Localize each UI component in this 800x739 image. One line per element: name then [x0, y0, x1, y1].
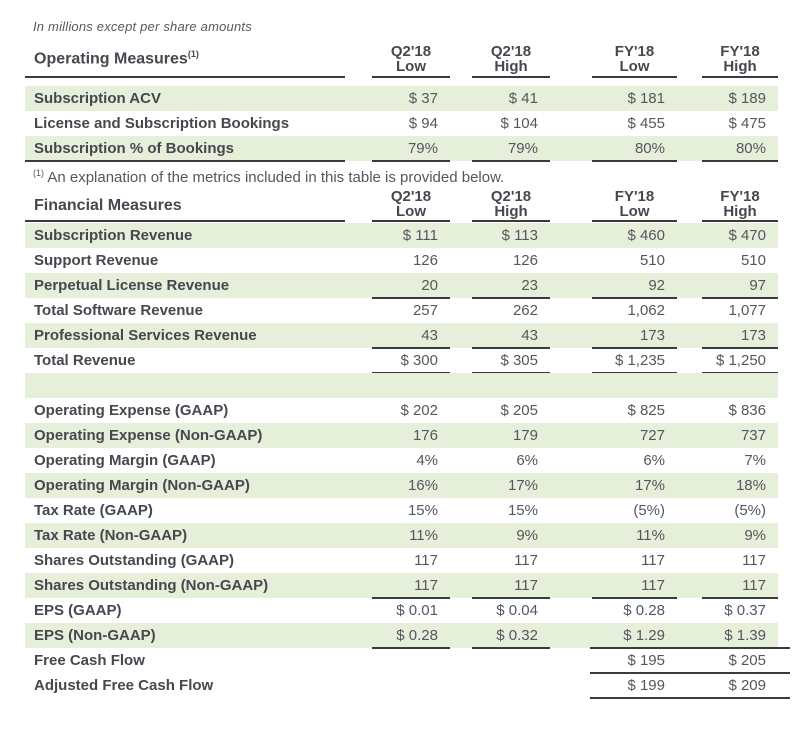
- col-header-period: FY'18: [614, 43, 655, 60]
- financial-table-title: Financial Measures: [34, 197, 182, 214]
- divider: [25, 160, 345, 162]
- cell-q2-low: $ 37: [408, 90, 438, 107]
- row-subscription-acv: [25, 86, 778, 111]
- col-header-q2-low: [372, 44, 450, 78]
- guidance-page: [0, 19, 800, 739]
- col-header-q2-low: [372, 189, 450, 223]
- col-header-bound: High: [723, 58, 757, 75]
- col-header-bound: High: [723, 203, 757, 220]
- row-label: Adjusted Free Cash Flow: [34, 677, 214, 694]
- units-note: In millions except per share amounts: [33, 19, 252, 34]
- divider: [702, 160, 778, 162]
- divider: [592, 160, 677, 162]
- row-shares-outstanding-non-gaap: [25, 573, 778, 598]
- cell-q2-high: 43: [521, 327, 538, 344]
- cell-q2-low: $ 300: [400, 352, 438, 369]
- cell-fy-high: 117: [742, 577, 766, 594]
- cell-fy-high: $ 189: [728, 90, 766, 107]
- footnote-marker: (1): [33, 168, 44, 178]
- row-label: Operating Expense (GAAP): [34, 402, 229, 419]
- row-label: Subscription % of Bookings: [34, 140, 235, 157]
- divider: [472, 220, 550, 222]
- financial-table-header: [25, 189, 778, 222]
- cell-fy-low: 117: [641, 577, 665, 594]
- divider: [472, 160, 550, 162]
- row-operating-margin-gaap: [25, 448, 778, 473]
- cell-fy-low: $ 1,235: [614, 352, 665, 369]
- col-header-fy-low: [592, 44, 677, 78]
- operating-title-text: Operating Measures: [34, 50, 188, 68]
- cell-fy-high: $ 205: [728, 652, 766, 669]
- col-header-bound: Low: [396, 58, 426, 75]
- cell-q2-high: 79%: [507, 140, 538, 157]
- cell-fy-low: $ 1.29: [623, 627, 665, 644]
- cell-q2-high: 9%: [516, 527, 538, 544]
- cell-fy-high: $ 475: [728, 115, 766, 132]
- cell-fy-high: 18%: [735, 477, 766, 494]
- cell-q2-high: 15%: [507, 502, 538, 519]
- col-header-fy-low: [592, 189, 677, 223]
- row-label: Perpetual License Revenue: [34, 277, 230, 294]
- cell-fy-low: $ 181: [627, 90, 665, 107]
- table-footnote: [33, 168, 800, 186]
- row-label: Tax Rate (GAAP): [34, 502, 153, 519]
- cell-fy-high: 173: [740, 327, 766, 344]
- col-header-bound: Low: [396, 203, 426, 220]
- row-operating-expense-gaap: [25, 398, 778, 423]
- cell-q2-high: $ 0.32: [496, 627, 538, 644]
- footnote-text: An explanation of the metrics included in this table is provided below.: [47, 169, 505, 186]
- row-operating-expense-non-gaap: [25, 423, 778, 448]
- col-header-bound: Low: [619, 58, 650, 75]
- divider: [592, 220, 677, 222]
- cell-q2-high: $ 0.04: [496, 602, 538, 619]
- cell-q2-low: 16%: [407, 477, 438, 494]
- cell-q2-low: 20: [421, 277, 438, 294]
- row-total-revenue: [25, 348, 778, 373]
- cell-q2-high: 126: [512, 252, 538, 269]
- row-total-software-revenue: [25, 298, 778, 323]
- divider: [702, 220, 778, 222]
- cell-fy-low: (5%): [633, 502, 665, 519]
- cell-fy-high: 510: [740, 252, 766, 269]
- row-professional-services-revenue: [25, 323, 778, 348]
- cell-q2-low: 4%: [416, 452, 438, 469]
- cell-fy-low: 11%: [636, 527, 665, 544]
- col-header-period: FY'18: [720, 43, 760, 60]
- col-header-period: Q2'18: [390, 43, 432, 60]
- cell-fy-low: $ 460: [627, 227, 665, 244]
- cell-q2-high: 6%: [516, 452, 538, 469]
- row-label: Total Software Revenue: [34, 302, 203, 319]
- cell-fy-low: $ 0.28: [623, 602, 665, 619]
- cell-q2-high: $ 205: [500, 402, 538, 419]
- row-eps-gaap: [25, 598, 778, 623]
- divider: [472, 76, 550, 78]
- cell-fy-high: $ 836: [728, 402, 766, 419]
- financial-table-body: [25, 223, 778, 698]
- operating-table-title: [25, 49, 345, 68]
- cell-fy-low: 80%: [634, 140, 665, 157]
- cell-fy-low: 92: [648, 277, 665, 294]
- row-label: EPS (Non-GAAP): [34, 627, 156, 644]
- cell-fy-high: $ 1,250: [715, 352, 766, 369]
- cell-fy-low: $ 199: [627, 677, 665, 694]
- cell-fy-low: 17%: [634, 477, 665, 494]
- cell-fy-high: 80%: [735, 140, 766, 157]
- col-header-period: Q2'18: [490, 43, 532, 60]
- cell-q2-low: $ 0.28: [396, 627, 438, 644]
- col-header-bound: High: [494, 58, 528, 75]
- row-label: Total Revenue: [34, 352, 136, 369]
- cell-fy-high: 117: [742, 552, 766, 569]
- row-label: Tax Rate (Non-GAAP): [34, 527, 188, 544]
- cell-fy-low: $ 825: [627, 402, 665, 419]
- cell-q2-high: $ 305: [500, 352, 538, 369]
- cell-q2-high: 17%: [507, 477, 538, 494]
- row-label: Subscription Revenue: [34, 227, 193, 244]
- cell-fy-high: 97: [749, 277, 766, 294]
- financial-measures-table: [25, 189, 778, 698]
- cell-q2-low: $ 0.01: [396, 602, 438, 619]
- cell-q2-low: $ 94: [408, 115, 438, 132]
- row-label: Shares Outstanding (Non-GAAP): [34, 577, 269, 594]
- cell-q2-high: 23: [521, 277, 538, 294]
- row-label: Professional Services Revenue: [34, 327, 257, 344]
- cell-q2-low: 126: [412, 252, 438, 269]
- cell-q2-low: 257: [412, 302, 438, 319]
- col-header-fy-high: [702, 44, 778, 78]
- cell-q2-low: 79%: [407, 140, 438, 157]
- divider: [590, 697, 790, 699]
- divider: [372, 76, 450, 78]
- divider: [372, 160, 450, 162]
- operating-measures-table: [25, 40, 778, 161]
- operating-table-body: [25, 86, 778, 161]
- col-header-q2-high: [472, 44, 550, 78]
- row-label: Support Revenue: [34, 252, 159, 269]
- col-header-period: FY'18: [614, 188, 655, 205]
- row-eps-non-gaap: [25, 623, 778, 648]
- divider: [372, 220, 450, 222]
- cell-fy-low: 173: [639, 327, 665, 344]
- row-subscription-revenue: [25, 223, 778, 248]
- cell-q2-low: 11%: [409, 527, 438, 544]
- row-license-subscription-bookings: [25, 111, 778, 136]
- cell-fy-high: $ 0.37: [724, 602, 766, 619]
- cell-q2-low: 15%: [407, 502, 438, 519]
- cell-fy-low: $ 455: [627, 115, 665, 132]
- cell-fy-high: (5%): [734, 502, 766, 519]
- cell-q2-high: 117: [514, 552, 538, 569]
- row-adjusted-free-cash-flow: [25, 673, 778, 698]
- row-operating-margin-non-gaap: [25, 473, 778, 498]
- col-header-bound: Low: [619, 203, 650, 220]
- cell-q2-high: 117: [514, 577, 538, 594]
- cell-q2-low: $ 202: [400, 402, 438, 419]
- cell-q2-low: 43: [421, 327, 438, 344]
- cell-fy-low: 510: [639, 252, 665, 269]
- cell-fy-high: 1,077: [728, 302, 766, 319]
- divider: [592, 76, 677, 78]
- cell-q2-high: $ 113: [501, 227, 538, 244]
- footnote-marker: (1): [187, 49, 199, 60]
- row-label: Operating Margin (GAAP): [34, 452, 216, 469]
- col-header-fy-high: [702, 189, 778, 223]
- cell-q2-high: $ 104: [500, 115, 538, 132]
- col-header-period: Q2'18: [490, 188, 532, 205]
- cell-q2-low: 176: [412, 427, 438, 444]
- row-label: Operating Expense (Non-GAAP): [34, 427, 263, 444]
- cell-fy-high: 9%: [744, 527, 766, 544]
- row-label: Free Cash Flow: [34, 652, 145, 669]
- cell-fy-high: $ 209: [728, 677, 766, 694]
- divider: [25, 76, 345, 78]
- cell-fy-low: 727: [639, 427, 665, 444]
- divider: [25, 220, 345, 222]
- row-label: Operating Margin (Non-GAAP): [34, 477, 250, 494]
- row-support-revenue: [25, 248, 778, 273]
- cell-q2-low: 117: [414, 577, 438, 594]
- cell-fy-low: 6%: [643, 452, 665, 469]
- cell-q2-high: 179: [512, 427, 538, 444]
- col-header-period: FY'18: [720, 188, 760, 205]
- cell-fy-low: 1,062: [627, 302, 665, 319]
- cell-fy-low: $ 195: [627, 652, 665, 669]
- cell-fy-high: 7%: [744, 452, 766, 469]
- operating-table-header: [25, 40, 778, 78]
- row-label: Shares Outstanding (GAAP): [34, 552, 235, 569]
- col-header-bound: High: [494, 203, 528, 220]
- row-free-cash-flow: [25, 648, 778, 673]
- cell-fy-low: 117: [641, 552, 665, 569]
- row-shares-outstanding-gaap: [25, 548, 778, 573]
- row-label: Subscription ACV: [34, 90, 161, 107]
- spacer-row: [25, 373, 778, 398]
- cell-q2-low: 117: [414, 552, 438, 569]
- row-label: License and Subscription Bookings: [34, 115, 290, 132]
- row-tax-rate-non-gaap: [25, 523, 778, 548]
- cell-fy-high: $ 1.39: [724, 627, 766, 644]
- row-perpetual-license-revenue: [25, 273, 778, 298]
- cell-q2-low: $ 111: [402, 227, 438, 244]
- row-tax-rate-gaap: [25, 498, 778, 523]
- col-header-q2-high: [472, 189, 550, 223]
- divider: [702, 76, 778, 78]
- col-header-period: Q2'18: [390, 188, 432, 205]
- row-label: EPS (GAAP): [34, 602, 122, 619]
- cell-fy-high: $ 470: [728, 227, 766, 244]
- row-subscription-pct-of-bookings: [25, 136, 778, 161]
- cell-q2-high: $ 41: [508, 90, 538, 107]
- cell-q2-high: 262: [512, 302, 538, 319]
- cell-fy-high: 737: [740, 427, 766, 444]
